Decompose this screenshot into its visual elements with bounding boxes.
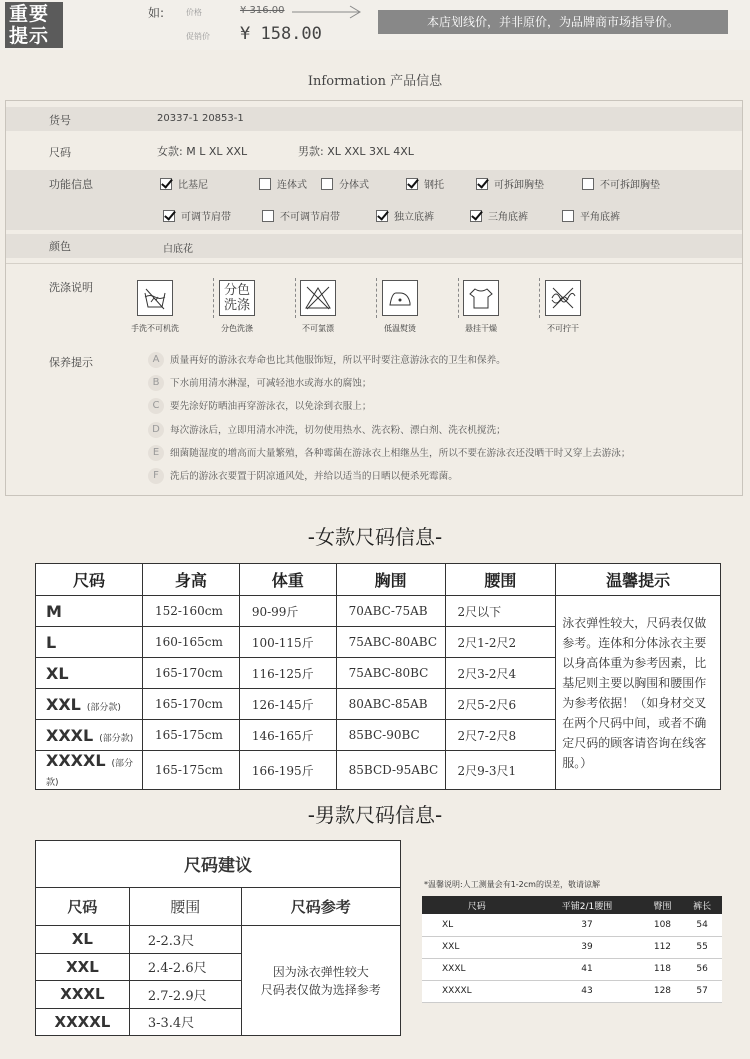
size-cell: XXXXL [422,980,531,1002]
size-cell [36,751,143,790]
hang-dry-icon [463,280,499,316]
size-note: (部分款) [46,759,134,788]
function-option-label: 钢托 [424,180,444,191]
women-header-cell: 体重 [239,564,336,596]
checkbox-checked[interactable] [376,210,388,222]
women-header-cell: 温馨提示 [556,564,721,596]
women-header-cell: 胸围 [336,564,445,596]
height-cell: 165-170cm [142,658,239,689]
weight-cell: 146-165斤 [239,720,336,751]
size-cell: XXXL [36,981,130,1008]
checkbox-checked[interactable] [476,178,488,190]
function-option-label: 独立底裤 [394,212,434,223]
function-option-label: 分体式 [339,180,369,191]
wash-item [530,280,596,334]
function-option [406,176,444,191]
care-label: 保养提示 [49,356,93,369]
size-row [6,139,742,163]
measure-cell: 118 [643,958,683,980]
size-value: XXXXL [46,751,106,770]
function-option-label: 三角底裤 [488,212,528,223]
table-row [36,596,721,627]
measure-header-cell: 平铺2/1腰围 [531,896,642,914]
care-tip [148,352,506,368]
measure-cell: 108 [643,914,683,936]
measure-cell: 37 [531,914,642,936]
waist-cell: 2尺1-2尺2 [445,627,556,658]
women-size-title: -女款尺码信息- [307,525,443,549]
men-table-caption: 尺码建议 [36,841,401,888]
size-note: (部分款) [99,733,134,744]
care-tip-text: 质量再好的游泳衣寿命也比其他服饰短，所以平时要注意游泳衣的卫生和保养。 [170,355,506,366]
measure-cell: 39 [531,936,642,958]
care-tip-letter: B [148,375,164,391]
size-cell: XXXXL [36,1008,130,1036]
wash-item [367,280,433,334]
weight-cell: 90-99斤 [239,596,336,627]
care-tip [148,398,371,414]
measure-header-cell: 裤长 [682,896,722,914]
example-label: 如: [148,6,165,20]
function-label: 功能信息 [49,178,93,191]
care-tip-text: 细菌随湿度的增高而大量繁殖，各种霉菌在游泳衣上相继丛生，所以不要在游泳衣还没晒干时又穿上去游泳； [170,447,631,459]
men-header-cell: 尺码参考 [241,887,400,925]
checkbox-checked[interactable] [160,178,172,190]
waist-cell: 2.4-2.6尺 [129,953,241,980]
waist-cell: 2尺7-2尺8 [445,720,556,751]
table-row [422,980,722,1002]
function-option [582,176,660,191]
size-women: 女款: M L XL XXL [157,145,248,158]
wash-label-text: 不可拧干 [547,324,579,333]
size-label: 尺码 [49,146,71,159]
promo-price-label: 促销价 [186,32,210,41]
care-tip-letter: F [148,468,164,484]
function-option-label: 可拆卸胸垫 [494,180,544,191]
table-row [36,926,401,953]
chest-cell: 75ABC-80ABC [336,627,445,658]
care-tip [148,445,631,461]
height-cell: 152-160cm [142,596,239,627]
waist-cell: 2.7-2.9尺 [129,981,241,1008]
table-row [422,936,722,958]
checkbox-unchecked[interactable] [259,178,271,190]
item-no-label: 货号 [49,114,71,127]
divider [6,263,742,264]
color-value: 白底花 [163,244,193,255]
table-row [422,958,722,980]
checkbox-unchecked[interactable] [262,210,274,222]
checkbox-checked[interactable] [163,210,175,222]
chest-cell: 80ABC-85AB [336,689,445,720]
hand-wash-icon [137,280,173,316]
waist-cell: 2尺9-3尺1 [445,751,556,790]
item-no-value: 20337-1 20853-1 [157,113,244,124]
size-tip: 泳衣弹性较大，尺码表仅做参考。连体和分体泳衣主要以身高体重为参考因素，比基尼则主要以胸围和腰围作为参考依据！（如身材交叉在两个尺码中间，或者不确定尺码的顾客请咨询在线客服。） [556,596,721,790]
care-tip [148,422,506,438]
important-badge [5,2,63,48]
function-option [262,208,340,223]
measure-header-cell: 臀围 [643,896,683,914]
size-cell: XL [36,926,130,953]
measure-note: *温馨说明:人工测量会有1-2cm的误差，敬请谅解 [424,880,600,889]
function-option-label: 可调节肩带 [181,212,231,223]
checkbox-checked[interactable] [406,178,418,190]
women-header-cell: 身高 [142,564,239,596]
wash-label: 洗涤说明 [49,281,93,294]
size-cell: XXXL [422,958,531,980]
measure-cell: 112 [643,936,683,958]
function-option-label: 不可调节肩带 [280,212,340,223]
waist-cell: 2尺3-2尺4 [445,658,556,689]
height-cell: 165-170cm [142,689,239,720]
function-option [562,208,620,223]
waist-cell: 3-3.4尺 [129,1008,241,1036]
height-cell: 160-165cm [142,627,239,658]
chest-cell: 85BC-90BC [336,720,445,751]
waist-cell: 2尺以下 [445,596,556,627]
wash-item [122,280,188,334]
height-cell: 165-175cm [142,720,239,751]
men-table-header [36,887,401,925]
women-header-cell: 腰围 [445,564,556,596]
measure-cell: 57 [682,980,722,1002]
promo-price: ¥ 158.00 [240,24,322,44]
men-header-cell: 尺码 [36,887,130,925]
weight-cell: 126-145斤 [239,689,336,720]
wash-label-text: 低温熨烫 [384,324,416,333]
weight-cell: 100-115斤 [239,627,336,658]
no-bleach-icon [300,280,336,316]
function-option-label: 比基尼 [178,180,208,191]
height-cell: 165-175cm [142,751,239,790]
women-table-header [36,564,721,596]
measure-cell: 128 [643,980,683,1002]
function-option [160,176,208,191]
measure-cell: 55 [682,936,722,958]
size-men: 男款: XL XXL 3XL 4XL [298,145,414,158]
arrow-right-icon [292,4,364,20]
care-tip-text: 要先涂好防晒油再穿游泳衣，以免涂到衣服上； [170,401,372,413]
wash-item [204,280,270,334]
function-option [163,208,231,223]
measure-header-cell: 尺码 [422,896,531,914]
wash-label-text: 不可氯漂 [302,324,334,333]
separate-wash-icon: 分色 洗涤 [219,280,255,316]
low-iron-icon [382,280,418,316]
care-tip-text: 洗后的游泳衣要置于阴凉通风处，并给以适当的日晒以便杀死霉菌。 [170,471,458,482]
table-row [422,914,722,936]
color-row [6,234,742,258]
size-cell: XXL [36,953,130,980]
waist-cell: 2-2.3尺 [129,926,241,953]
size-reference: 因为泳衣弹性较大 尺码表仅做为选择参考 [241,926,400,1036]
measure-table [422,896,722,1003]
no-wring-icon [545,280,581,316]
measure-cell: 56 [682,958,722,980]
size-note: (部分款) [86,702,121,713]
checkbox-checked[interactable] [470,210,482,222]
info-title: Information 产品信息 [307,74,443,89]
function-option [476,176,544,191]
care-tip [148,375,371,391]
size-cell [36,720,143,751]
color-label: 颜色 [49,240,71,253]
size-value: XXXL [46,725,94,745]
wash-label-text: 分色洗涤 [221,324,253,333]
chest-cell: 70ABC-75AB [336,596,445,627]
function-option-label: 平角底裤 [580,212,620,223]
wash-label-text: 悬挂干燥 [465,324,497,333]
chest-cell: 85BCD-95ABC [336,751,445,790]
checkbox-unchecked[interactable] [582,178,594,190]
care-tip-letter: D [148,422,164,438]
men-size-table [35,840,401,1036]
size-value: XXL [46,694,81,714]
weight-cell: 116-125斤 [239,658,336,689]
function-option-label: 不可拆卸胸垫 [600,180,660,191]
chest-cell: 75ABC-80BC [336,658,445,689]
measure-cell: 54 [682,914,722,936]
wash-item [448,280,514,334]
size-value: L [46,632,57,652]
care-tip-letter: C [148,398,164,414]
size-value: XL [46,663,69,683]
size-value: M [46,601,62,621]
size-cell: XL [422,914,531,936]
care-tip-text: 每次游泳后，立即用清水冲洗，切勿使用热水、洗衣粉、漂白剂、洗衣机搅洗； [170,424,506,436]
function-option [321,176,369,191]
original-price-label: 价格 [186,8,202,17]
weight-cell: 166-195斤 [239,751,336,790]
function-option [376,208,434,223]
size-cell [36,596,143,627]
badge-line-2: 提示 [9,25,50,47]
checkbox-unchecked[interactable] [321,178,333,190]
original-price: ¥ 316.00 [240,5,285,16]
size-cell [36,627,143,658]
wash-item [285,280,351,334]
men-size-title: -男款尺码信息- [307,803,443,827]
item-no-row [6,107,742,131]
badge-line-1: 重要 [9,3,50,25]
men-header-cell: 腰围 [129,887,241,925]
function-option [259,176,307,191]
size-cell [36,689,143,720]
function-option-label: 连体式 [277,180,307,191]
function-option [470,208,528,223]
measure-cell: 43 [531,980,642,1002]
care-tip-text: 下水前用清水淋湿，可减轻池水或海水的腐蚀； [170,378,372,390]
price-notice: 本店划线价，并非原价，为品牌商市场指导价。 [378,10,728,34]
women-size-table [35,563,721,790]
size-cell [36,658,143,689]
care-tip [148,468,458,484]
wash-label-text: 手洗不可机洗 [131,324,179,333]
care-tip-letter: E [148,445,164,461]
women-header-cell: 尺码 [36,564,143,596]
size-cell: XXL [422,936,531,958]
care-tip-letter: A [148,352,164,368]
checkbox-unchecked[interactable] [562,210,574,222]
measure-table-header [422,896,722,914]
waist-cell: 2尺5-2尺6 [445,689,556,720]
measure-cell: 41 [531,958,642,980]
